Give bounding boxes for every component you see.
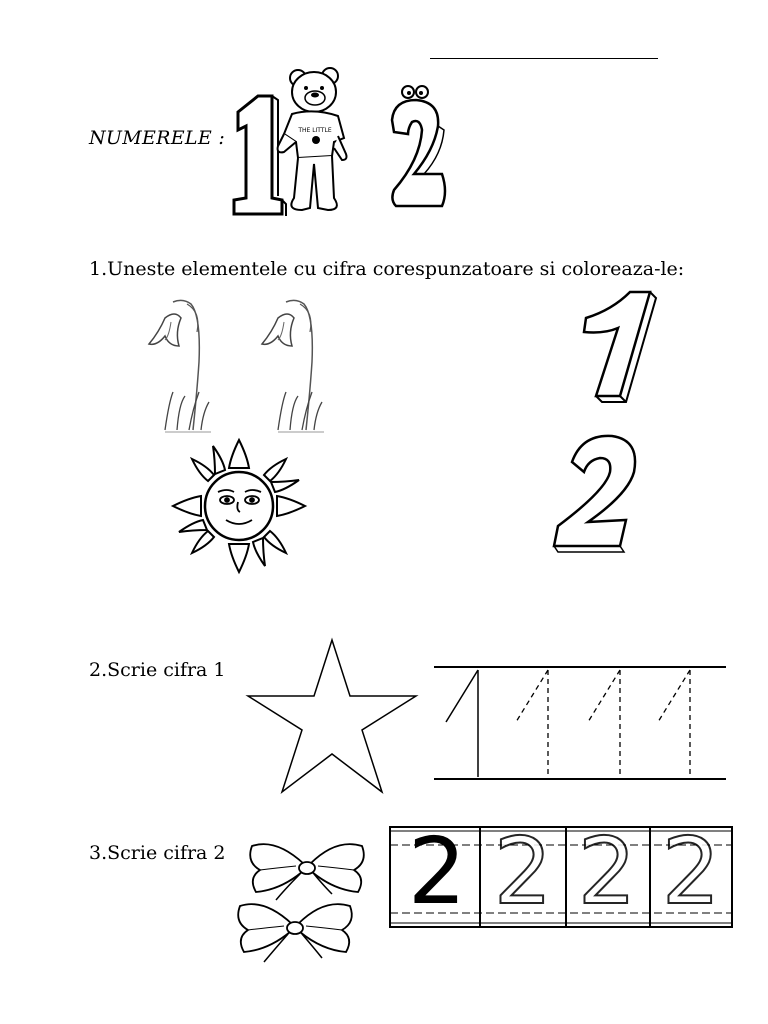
- digit-one-target[interactable]: [570, 288, 665, 403]
- sun-icon: [172, 436, 307, 576]
- practice-cell-dashed: 2: [493, 818, 553, 925]
- star-icon: [246, 638, 418, 794]
- teddy-bear-illustration: [272, 64, 354, 214]
- digit-two-target[interactable]: [548, 428, 643, 558]
- page-title: NUMERELE :: [89, 127, 226, 149]
- task-1-instruction: 1.Uneste elementele cu cifra corespunzatoare si coloreaza-le:: [89, 258, 685, 280]
- practice-cell-dashed: 2: [661, 818, 721, 925]
- name-line[interactable]: [430, 58, 658, 59]
- practice-row-digit-2[interactable]: [388, 818, 734, 929]
- snowdrop-flower-icon: [248, 292, 328, 432]
- snowdrop-flower-icon: [135, 292, 215, 432]
- svg-text:THE LITTLE: THE LITTLE: [298, 127, 332, 134]
- practice-row-digit-1[interactable]: [432, 664, 728, 782]
- practice-cell-solid: 2: [407, 818, 467, 925]
- task-2-instruction: 2.Scrie cifra 1: [89, 659, 226, 681]
- task-3-instruction: 3.Scrie cifra 2: [89, 842, 226, 864]
- practice-cell-dashed: 2: [577, 818, 637, 925]
- bow-icon: [246, 838, 368, 900]
- header-digit-two-illustration: [386, 82, 456, 212]
- bow-icon: [234, 898, 356, 964]
